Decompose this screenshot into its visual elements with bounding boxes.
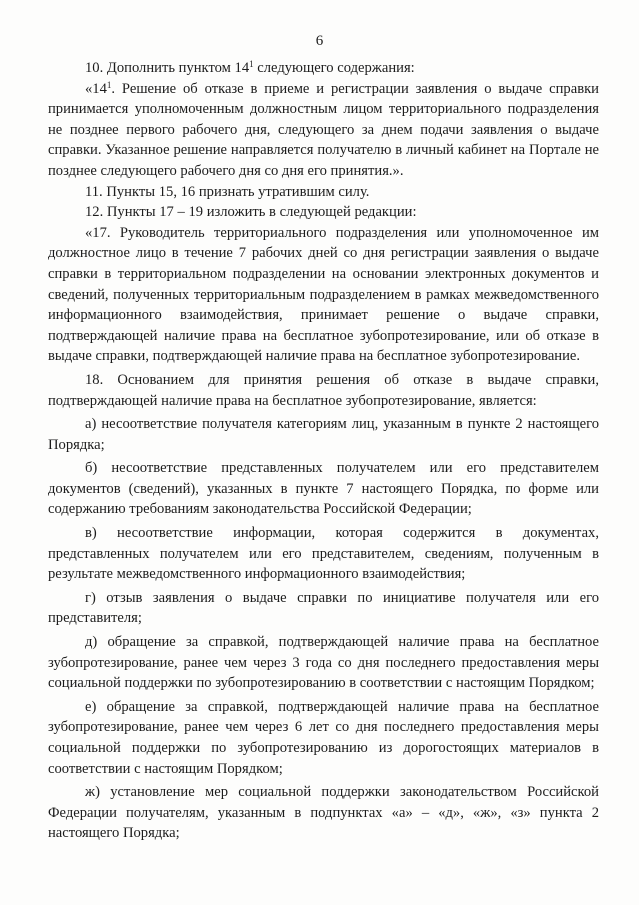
paragraph-17: «17. Руководитель территориального подразделения или уполномоченное им должностное лицо в течение 7 рабочих дней со дня регистрации заявления о выдаче справки в территориальном подразделении на основании электронных документов и сведений, полученных территориальным подразделением в рамках межведомственного информационного взаимодействия, принимает решение о выдаче справки, подтверждающей наличие права на бесплатное зубопротезирование, или об отказе в выдаче справки, подтверждающей наличие права на бесплатное зубопротезирование. <box>48 224 599 365</box>
page-number: 6 <box>315 33 324 49</box>
paragraph-18-zh: ж) установление мер социальной поддержки законодательством Российской Федерации получателям, указанным в подпунктах «а» – «д», «ж», «з» пункта 2 настоящего Порядка; <box>48 784 599 842</box>
paragraph-18-d: д) обращение за справкой, подтверждающей наличие права на бесплатное зубопротезирование, ранее чем через 3 года со дня последнего предоставления меры социальной поддержки по зубопротезированию в соответствии с настоящим Порядком; <box>48 634 599 692</box>
paragraph-18-b: б) несоответствие представленных получателем или его представителем документов (сведений), указанных в пункте 7 настоящего Порядка, по форме или содержанию требованиям законодательства Российской Федерации; <box>48 460 599 518</box>
paragraph-14-1: «$14^1$. Решение об отказе в приеме и регистрации заявления о выдаче справки принимается уполномоченным должностным лицом территориального подразделения не позднее первого рабочего дня, следующего за днем подачи заявления о выдаче справки. Указанное решение направляется получателю в личный кабинет на Портале не позднее следующего рабочего дня со дня его принятия.». <box>48 79 599 179</box>
paragraph-12: 12. Пункты 17 – 19 изложить в следующей редакции: <box>85 204 417 221</box>
paragraph-18-e: е) обращение за справкой, подтверждающей наличие права на бесплатное зубопротезирование, ранее чем через 6 лет со дня последнего предоставления меры социальной поддержки по зубопротезированию из дорогостоящих материалов в соответствии с настоящим Порядком; <box>48 698 599 777</box>
paragraph-18: 18. Основанием для принятия решения об отказе в выдаче справки, подтверждающей наличие права на бесплатное зубопротезирование, является: <box>48 371 599 409</box>
paragraph-18-a: а) несоответствие получателя категориям лиц, указанным в пункте 2 настоящего Порядка; <box>48 416 599 453</box>
paragraph-10: 10. Дополнить пунктом $14^1$ следующего содержания: <box>85 59 415 76</box>
paragraph-11: 11. Пункты 15, 16 признать утратившим силу. <box>85 183 370 200</box>
document-body <box>48 58 599 844</box>
paragraph-18-v: в) несоответствие информации, которая содержится в документах, представленных получателем или его представителем, сведениям, полученным в результате межведомственного информационного взаимодействия; <box>48 525 599 583</box>
paragraph-18-g: г) отзыв заявления о выдаче справки по инициативе получателя или его представителя; <box>48 589 599 627</box>
